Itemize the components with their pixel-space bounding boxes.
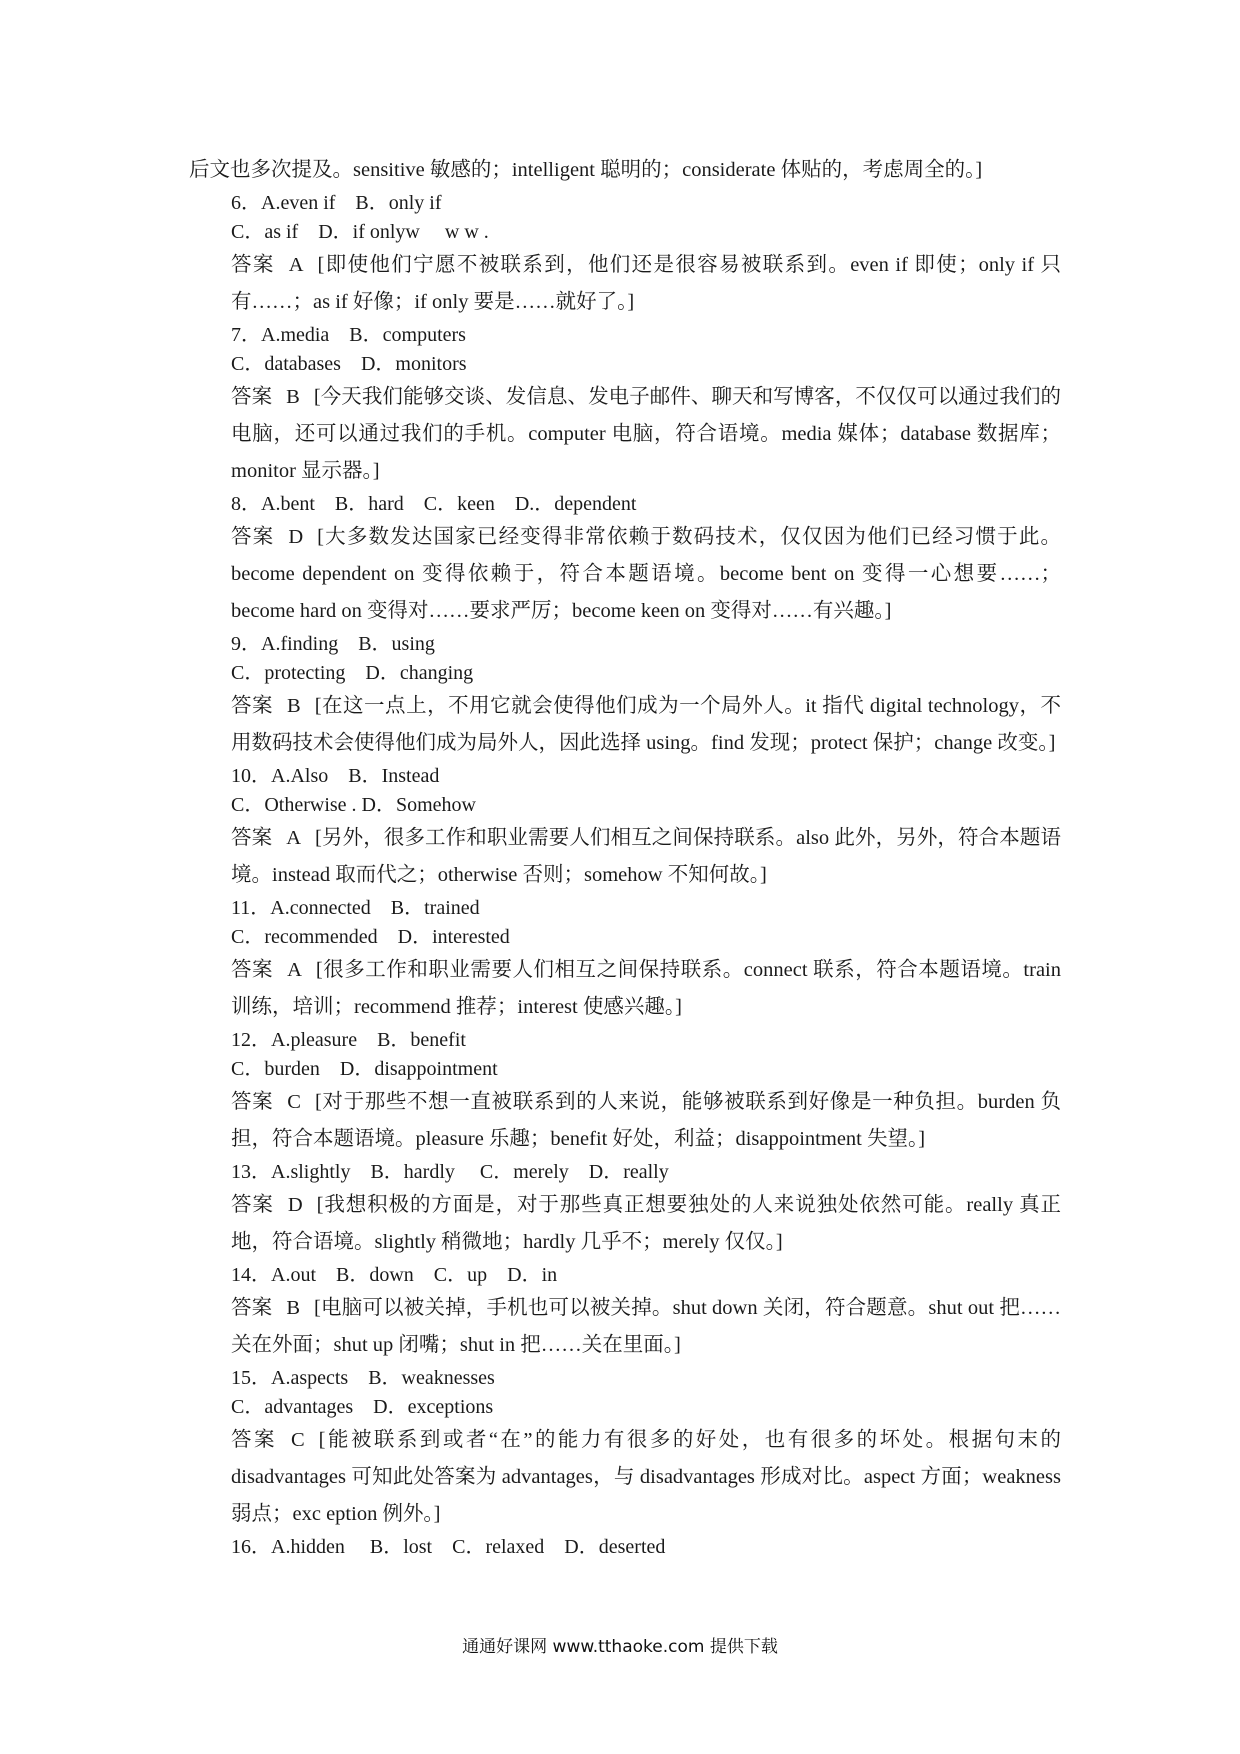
answer-label: 答案 xyxy=(231,1297,273,1319)
answer-block xyxy=(189,247,1061,321)
option-text: 14．A.out B．down C．up D．in xyxy=(231,1264,558,1286)
option-text: C．protecting D．changing xyxy=(231,662,474,684)
question-options xyxy=(189,1158,1061,1187)
answer-explanation: [今天我们能够交谈、发信息、发电子邮件、聊天和写博客，不仅仅可以通过我们的电脑，还可以通过我们的手机。computer 电脑，符合语境。media 媒体；database 数据库；monitor 显示器。] xyxy=(231,386,1062,482)
answer-letter: B xyxy=(286,1297,301,1319)
option-text: 6．A.even if B．only if xyxy=(231,192,442,214)
answer-explanation: [另外，很多工作和职业需要人们相互之间保持联系。also 此外，另外，符合本题语境。instead 取而代之；otherwise 否则；somehow 不知何故。] xyxy=(231,827,1061,886)
answer-block xyxy=(189,1290,1061,1364)
answer-block xyxy=(189,1422,1061,1533)
answer-letter: A xyxy=(286,827,302,849)
question-options xyxy=(189,1261,1061,1290)
answer-explanation: [即使他们宁愿不被联系到，他们还是很容易被联系到。even if 即使；only if 只有……；as if 好像；if only 要是……就好了。] xyxy=(231,254,1062,313)
question-options xyxy=(189,630,1061,659)
answer-block xyxy=(189,519,1061,630)
answer-letter: A xyxy=(287,959,302,981)
answer-explanation: [电脑可以被关掉，手机也可以被关掉。shut down 关闭，符合题意。shut out 把……关在外面；shut up 闭嘴；shut in 把……关在里面。] xyxy=(231,1297,1062,1356)
answer-explanation: [能被联系到或者“在”的能力有很多的好处，也有很多的坏处。根据句末的 disadvantages 可知此处答案为 advantages，与 disadvantages 形成对比。aspect 方面；weakness 弱点；exc eption 例外。] xyxy=(231,1429,1062,1525)
question-options xyxy=(189,321,1061,350)
answer-explanation: [我想积极的方面是，对于那些真正想要独处的人来说独处依然可能。really 真正地，符合语境。slightly 稍微地；hardly 几乎不；merely 仅仅。] xyxy=(231,1194,1061,1253)
option-text: 9．A.finding B．using xyxy=(231,633,435,655)
answer-letter: C xyxy=(287,1091,301,1113)
option-text: C．Otherwise . D．Somehow xyxy=(231,794,476,816)
answer-explanation: [很多工作和职业需要人们相互之间保持联系。connect 联系，符合本题语境。train 训练，培训；recommend 推荐；interest 使感兴趣。] xyxy=(231,959,1062,1018)
question-options xyxy=(189,791,1061,820)
paragraph-continuation xyxy=(189,152,1061,189)
option-text: C．databases D．monitors xyxy=(231,353,467,375)
answer-label: 答案 xyxy=(231,386,273,408)
option-text: 12．A.pleasure B．benefit xyxy=(231,1029,466,1051)
answer-label: 答案 xyxy=(231,827,273,849)
question-options xyxy=(189,350,1061,379)
answer-label: 答案 xyxy=(231,254,275,276)
option-text: C．advantages D．exceptions xyxy=(231,1396,494,1418)
answer-label: 答案 xyxy=(231,1429,277,1451)
question-options xyxy=(189,1055,1061,1084)
option-text: 10．A.Also B．Instead xyxy=(231,765,440,787)
answer-label: 答案 xyxy=(231,695,274,717)
option-text: C．burden D．disappointment xyxy=(231,1058,498,1080)
answer-block xyxy=(189,379,1061,490)
option-text: 7．A.media B．computers xyxy=(231,324,466,346)
answer-letter: D xyxy=(288,526,304,548)
answer-explanation: [在这一点上，不用它就会使得他们成为一个局外人。it 指代 digital technology，不用数码技术会使得他们成为局外人，因此选择 using。find 发现；protect 保护；change 改变。] xyxy=(231,695,1061,754)
document-body xyxy=(189,152,1061,1562)
answer-label: 答案 xyxy=(231,1194,274,1216)
answer-letter: C xyxy=(290,1429,305,1451)
answer-letter: A xyxy=(288,254,304,276)
answer-letter: D xyxy=(287,1194,303,1216)
answer-explanation: [大多数发达国家已经变得非常依赖于数码技术，仅仅因为他们已经习惯于此。become dependent on 变得依赖于，符合本题语境。become bent on 变得一心想要……；become hard on 变得对……要求严厉；become keen on 变得对……有兴趣。] xyxy=(231,526,1062,622)
answer-letter: B xyxy=(286,386,300,408)
answer-block xyxy=(189,820,1061,894)
answer-label: 答案 xyxy=(231,1091,274,1113)
question-options xyxy=(189,1533,1061,1562)
paragraph-text: 后文也多次提及。sensitive 敏感的；intelligent 聪明的；considerate 体贴的，考虑周全的。] xyxy=(189,159,983,181)
answer-block xyxy=(189,1187,1061,1261)
question-options xyxy=(189,490,1061,519)
option-text: 16．A.hidden B．lost C．relaxed D．deserted xyxy=(231,1536,666,1558)
question-options xyxy=(189,1393,1061,1422)
question-options xyxy=(189,1364,1061,1393)
answer-label: 答案 xyxy=(231,526,275,548)
answer-block xyxy=(189,952,1061,1026)
answer-block xyxy=(189,1084,1061,1158)
question-options xyxy=(189,189,1061,218)
answer-explanation: [对于那些不想一直被联系到的人来说，能够被联系到好像是一种负担。burden 负担，符合本题语境。pleasure 乐趣；benefit 好处，利益；disappointment 失望。] xyxy=(231,1091,1061,1150)
answer-block xyxy=(189,688,1061,762)
option-text: C．as if D．if onlyw w w . xyxy=(231,221,489,243)
question-options xyxy=(189,923,1061,952)
question-options xyxy=(189,218,1061,247)
page-footer: 通通好课网 www.tthaoke.com 提供下载 xyxy=(462,1637,778,1657)
question-options xyxy=(189,894,1061,923)
option-text: C．recommended D．interested xyxy=(231,926,510,948)
answer-label: 答案 xyxy=(231,959,274,981)
question-options xyxy=(189,762,1061,791)
question-options xyxy=(189,659,1061,688)
answer-letter: B xyxy=(287,695,301,717)
option-text: 8．A.bent B．hard C．keen D.．dependent xyxy=(231,493,637,515)
option-text: 11．A.connected B．trained xyxy=(231,897,480,919)
option-text: 13．A.slightly B．hardly C．merely D．really xyxy=(231,1161,669,1183)
option-text: 15．A.aspects B．weaknesses xyxy=(231,1367,495,1389)
question-options xyxy=(189,1026,1061,1055)
